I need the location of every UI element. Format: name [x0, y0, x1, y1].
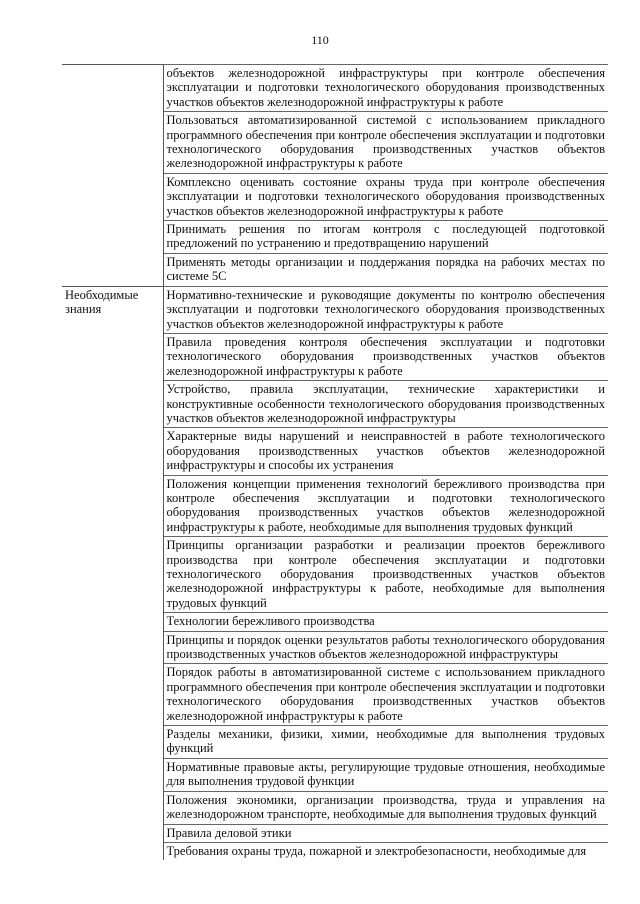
table-cell: Технологии бережливого производства — [163, 613, 608, 631]
table-cell: Порядок работы в автоматизированной системе с использованием прикладного программного обеспечения при контроле обеспечения эксплуатации и подготовки технологического оборудования производственных участков объектов железнодорожной инфраструктуры к работе — [163, 664, 608, 726]
table-cell: Характерные виды нарушений и неисправностей в работе технологического оборудования производственных участков объектов железнодорожной инфраструктуры и способы их устранения — [163, 428, 608, 475]
table-cell: Комплексно оценивать состояние охраны труда при контроле обеспечения эксплуатации и подготовки технологического оборудования производственных участков объектов железнодорожной инфраструктуры к работе — [163, 173, 608, 220]
table-cell: Принципы организации разработки и реализации проектов бережливого производства при контроле обеспечения эксплуатации и подготовки технологического оборудования производственных участков объектов железнодорожной инфраструктуры к работе, необходимые для выполнения трудовых функций — [163, 537, 608, 613]
table-cell: Правила деловой этики — [163, 824, 608, 842]
table-cell: Принимать решения по итогам контроля с последующей подготовкой предложений по устранению и предотвращению нарушений — [163, 221, 608, 254]
table-row — [62, 65, 608, 112]
section-label-knowledge: Необходимые знания — [62, 286, 163, 860]
table-cell: Правила проведения контроля обеспечения эксплуатации и подготовки технологического оборудования производственных участков объектов железнодорожной инфраструктуры к работе — [163, 333, 608, 380]
table-cell: Положения экономики, организации производства, труда и управления на железнодорожном транспорте, необходимые для выполнения трудовых функций — [163, 791, 608, 824]
table-cell: Нормативно-технические и руководящие документы по контролю обеспечения эксплуатации и подготовки технологического оборудования производственных участков объектов железнодорожной инфраструктуры к работе — [163, 286, 608, 333]
table-cell: Разделы механики, физики, химии, необходимые для выполнения трудовых функций — [163, 726, 608, 759]
table-cell: объектов железнодорожной инфраструктуры при контроле обеспечения эксплуатации и подготовки технологического оборудования производственных участков объектов железнодорожной инфраструктуры к работе — [163, 65, 608, 112]
table-cell: Принципы и порядок оценки результатов работы технологического оборудования производственных участков объектов железнодорожной инфраструктуры — [163, 631, 608, 664]
page-number: 110 — [311, 33, 329, 47]
table-cell: Пользоваться автоматизированной системой с использованием прикладного программного обеспечения при контроле обеспечения эксплуатации и подготовки технологического оборудования производственных участков объектов железнодорожной инфраструктуры к работе — [163, 112, 608, 174]
table-cell: Требования охраны труда, пожарной и электробезопасности, необходимые для — [166, 843, 587, 858]
table-cell: Положения концепции применения технологий бережливого производства при контроле обеспечения эксплуатации и подготовки технологического оборудования производственных участков объектов железнодорожной инфраструктуры к работе, необходимые для выполнения трудовых функций — [163, 475, 608, 537]
competency-table — [62, 64, 608, 860]
table-cell: Применять методы организации и поддержания порядка на рабочих местах по системе 5С — [163, 253, 608, 286]
table-row — [62, 286, 608, 333]
table-cell: Нормативные правовые акты, регулирующие трудовые отношения, необходимые для выполнения трудовой функции — [163, 758, 608, 791]
section-label-skills — [62, 65, 163, 287]
table-cell: Устройство, правила эксплуатации, технические характеристики и конструктивные особенности технологического оборудования производственных участков объектов железнодорожной инфраструктуры — [163, 381, 608, 428]
